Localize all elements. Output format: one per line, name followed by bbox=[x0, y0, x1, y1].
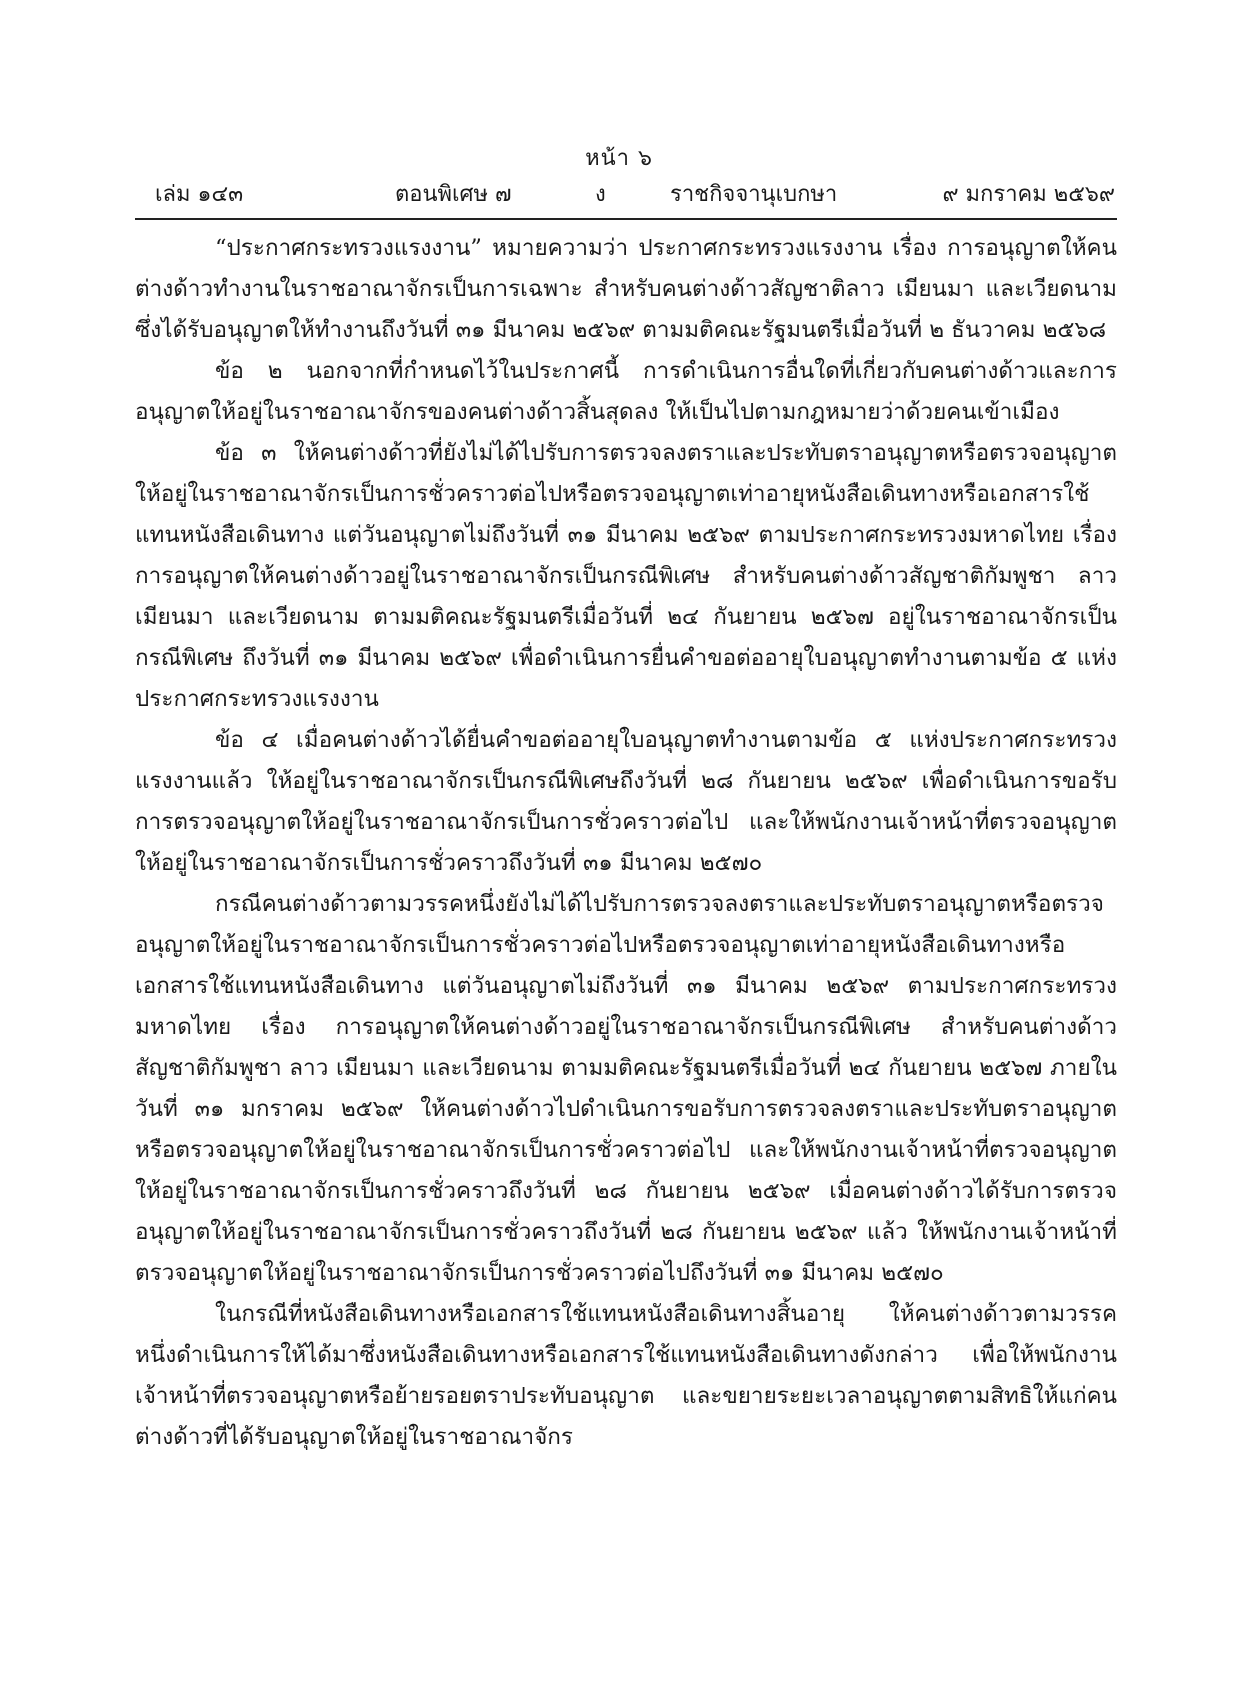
paragraph-clause-4-passport: ในกรณีที่หนังสือเดินทางหรือเอกสารใช้แทนหนังสือเดินทางสิ้นอายุ ให้คนต่างด้าวตามวรรคหนึ่งดำเนินการให้ได้มาซึ่งหนังสือเดินทางหรือเอกสารใช้แทนหนังสือเดินทางดังกล่าว เพื่อให้พนักงานเจ้าหน้าที่ตรวจอนุญาตหรือย้ายรอยตราประทับอนุญาต และขยายระยะเวลาอนุญาตตามสิทธิให้แก่คนต่างด้าวที่ได้รับอนุญาตให้อยู่ในราชอาณาจักร bbox=[135, 1301, 1117, 1450]
paragraph-clause-3: ข้อ ๓ ให้คนต่างด้าวที่ยังไม่ได้ไปรับการตรวจลงตราและประทับตราอนุญาตหรือตรวจอนุญาตให้อยู่ในราชอาณาจักรเป็นการชั่วคราวต่อไปหรือตรวจอนุญาตเท่าอายุหนังสือเดินทางหรือเอกสารใช้แทนหนังสือเดินทาง แต่วันอนุญาตไม่ถึงวันที่ ๓๑ มีนาคม ๒๕๖๙ ตามประกาศกระทรวงมหาดไทย เรื่อง การอนุญาตให้คนต่างด้าวอยู่ในราชอาณาจักรเป็นกรณีพิเศษ สำหรับคนต่างด้าวสัญชาติกัมพูชา ลาว เมียนมา และเวียดนาม ตามมติคณะรัฐมนตรีเมื่อวันที่ ๒๔ กันยายน ๒๕๖๗ อยู่ในราชอาณาจักรเป็นกรณีพิเศษ ถึงวันที่ ๓๑ มีนาคม ๒๕๖๙ เพื่อดำเนินการยื่นคำขอต่ออายุใบอนุญาตทำงานตามข้อ ๕ แห่งประกาศกระทรวงแรงงาน bbox=[135, 440, 1117, 712]
volume-label: เล่ม ๑๔๓ bbox=[155, 182, 244, 207]
gazette-header bbox=[135, 176, 1115, 210]
issue-label: ตอนพิเศษ ๗ bbox=[395, 182, 512, 207]
paragraph-definition: “ประกาศกระทรวงแรงงาน” หมายความว่า ประกาศกระทรวงแรงงาน เรื่อง การอนุญาตให้คนต่างด้าวทำงานในราชอาณาจักรเป็นการเฉพาะ สำหรับคนต่างด้าวสัญชาติลาว เมียนมา และเวียดนาม ซึ่งได้รับอนุญาตให้ทำงานถึงวันที่ ๓๑ มีนาคม ๒๕๖๙ ตามมติคณะรัฐมนตรีเมื่อวันที่ ๒ ธันวาคม ๒๕๖๘ bbox=[135, 235, 1117, 343]
document-body bbox=[135, 228, 1117, 1458]
paragraph-clause-4-case: กรณีคนต่างด้าวตามวรรคหนึ่งยังไม่ได้ไปรับการตรวจลงตราและประทับตราอนุญาตหรือตรวจอนุญาตให้อยู่ในราชอาณาจักรเป็นการชั่วคราวต่อไปหรือตรวจอนุญาตเท่าอายุหนังสือเดินทางหรือเอกสารใช้แทนหนังสือเดินทาง แต่วันอนุญาตไม่ถึงวันที่ ๓๑ มีนาคม ๒๕๖๙ ตามประกาศกระทรวงมหาดไทย เรื่อง การอนุญาตให้คนต่างด้าวอยู่ในราชอาณาจักรเป็นกรณีพิเศษ สำหรับคนต่างด้าวสัญชาติกัมพูชา ลาว เมียนมา และเวียดนาม ตามมติคณะรัฐมนตรีเมื่อวันที่ ๒๔ กันยายน ๒๕๖๗ ภายในวันที่ ๓๑ มกราคม ๒๕๖๙ ให้คนต่างด้าวไปดำเนินการขอรับการตรวจลงตราและประทับตราอนุญาตหรือตรวจอนุญาตให้อยู่ในราชอาณาจักรเป็นการชั่วคราวต่อไป และให้พนักงานเจ้าหน้าที่ตรวจอนุญาตให้อยู่ในราชอาณาจักรเป็นการชั่วคราวถึงวันที่ ๒๘ กันยายน ๒๕๖๙ เมื่อคนต่างด้าวได้รับการตรวจอนุญาตให้อยู่ในราชอาณาจักรเป็นการชั่วคราวถึงวันที่ ๒๘ กันยายน ๒๕๖๙ แล้ว ให้พนักงานเจ้าหน้าที่ตรวจอนุญาตให้อยู่ในราชอาณาจักรเป็นการชั่วคราวต่อไปถึงวันที่ ๓๑ มีนาคม ๒๕๗๐ bbox=[135, 891, 1117, 1286]
section-label: ง bbox=[595, 182, 606, 207]
gazette-name: ราชกิจจานุเบกษา bbox=[670, 182, 838, 207]
publication-date: ๙ มกราคม ๒๕๖๙ bbox=[942, 182, 1115, 207]
page-number: หน้า ๖ bbox=[585, 146, 653, 171]
paragraph-clause-4: ข้อ ๔ เมื่อคนต่างด้าวได้ยื่นคำขอต่ออายุใบอนุญาตทำงานตามข้อ ๕ แห่งประกาศกระทรวงแรงงานแล้ว ให้อยู่ในราชอาณาจักรเป็นกรณีพิเศษถึงวันที่ ๒๘ กันยายน ๒๕๖๙ เพื่อดำเนินการขอรับการตรวจอนุญาตให้อยู่ในราชอาณาจักรเป็นการชั่วคราวต่อไป และให้พนักงานเจ้าหน้าที่ตรวจอนุญาตให้อยู่ในราชอาณาจักรเป็นการชั่วคราวถึงวันที่ ๓๑ มีนาคม ๒๕๗๐ bbox=[135, 727, 1117, 876]
header-divider bbox=[135, 218, 1117, 220]
paragraph-clause-2: ข้อ ๒ นอกจากที่กำหนดไว้ในประกาศนี้ การดำเนินการอื่นใดที่เกี่ยวกับคนต่างด้าวและการอนุญาตให้อยู่ในราชอาณาจักรของคนต่างด้าวสิ้นสุดลง ให้เป็นไปตามกฎหมายว่าด้วยคนเข้าเมือง bbox=[135, 358, 1117, 425]
